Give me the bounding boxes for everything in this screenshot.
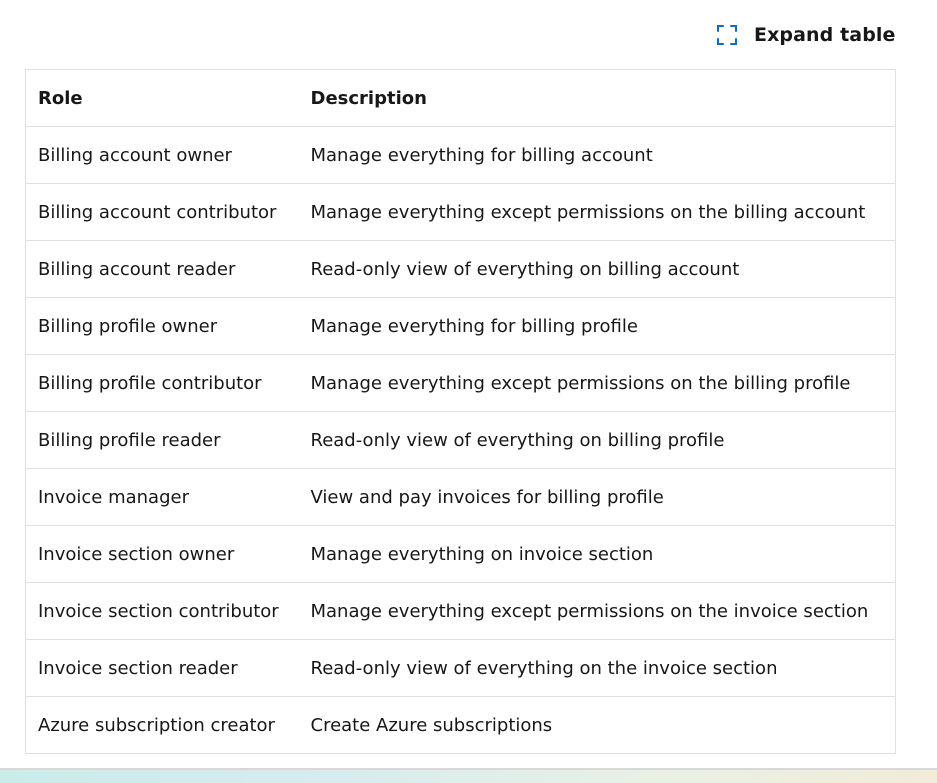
table-row (26, 697, 896, 754)
role-cell: Billing account owner (26, 127, 299, 184)
description-cell: Manage everything except permissions on the billing account (299, 184, 896, 241)
table-row (26, 526, 896, 583)
roles-table (25, 69, 896, 754)
table-row (26, 241, 896, 298)
role-cell: Invoice section reader (26, 640, 299, 697)
role-cell: Invoice manager (26, 469, 299, 526)
description-cell: Manage everything except permissions on the invoice section (299, 583, 896, 640)
role-cell: Billing account reader (26, 241, 299, 298)
role-cell: Azure subscription creator (26, 697, 299, 754)
description-cell: Read-only view of everything on billing account (299, 241, 896, 298)
role-cell: Billing profile reader (26, 412, 299, 469)
table-row (26, 412, 896, 469)
role-cell: Invoice section contributor (26, 583, 299, 640)
table-row (26, 583, 896, 640)
horizontal-scrollbar[interactable] (0, 768, 937, 783)
table-row (26, 355, 896, 412)
description-cell: Create Azure subscriptions (299, 697, 896, 754)
expand-table-button[interactable] (716, 20, 896, 50)
table-row (26, 640, 896, 697)
description-cell: Manage everything on invoice section (299, 526, 896, 583)
expand-table-label: Expand table (754, 24, 896, 46)
table-row (26, 184, 896, 241)
description-cell: Manage everything except permissions on the billing profile (299, 355, 896, 412)
description-cell: Manage everything for billing profile (299, 298, 896, 355)
role-cell: Billing account contributor (26, 184, 299, 241)
role-cell: Invoice section owner (26, 526, 299, 583)
column-header-description: Description (299, 70, 896, 127)
description-cell: Read-only view of everything on the invoice section (299, 640, 896, 697)
description-cell: View and pay invoices for billing profile (299, 469, 896, 526)
table-row (26, 127, 896, 184)
description-cell: Manage everything for billing account (299, 127, 896, 184)
column-header-role: Role (26, 70, 299, 127)
table-row (26, 469, 896, 526)
expand-icon (716, 24, 738, 46)
table-row (26, 298, 896, 355)
table-header-row (26, 70, 896, 127)
description-cell: Read-only view of everything on billing profile (299, 412, 896, 469)
role-cell: Billing profile owner (26, 298, 299, 355)
role-cell: Billing profile contributor (26, 355, 299, 412)
